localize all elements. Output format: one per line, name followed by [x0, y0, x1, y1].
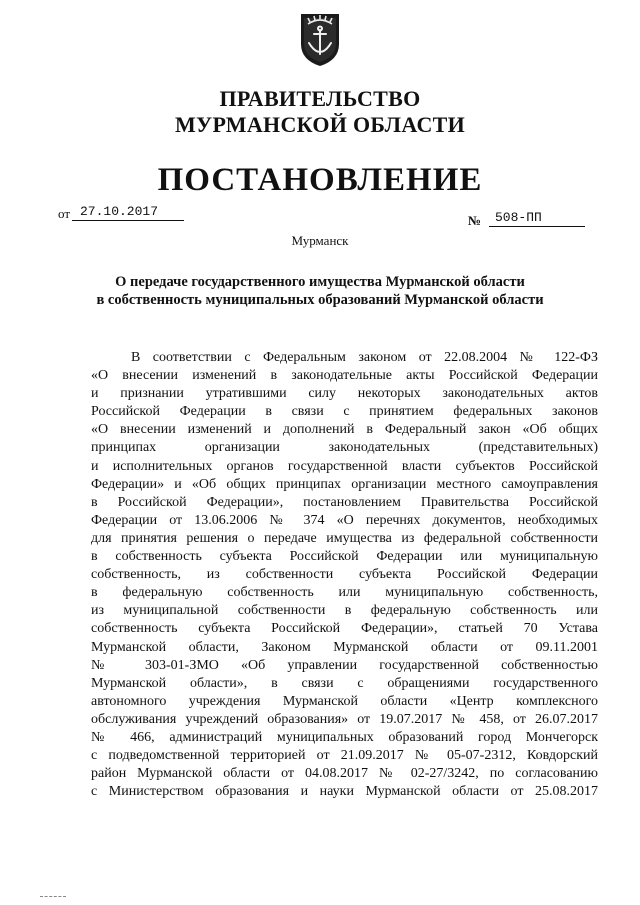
document-date: 27.10.2017: [72, 204, 184, 221]
number-label: №: [468, 213, 482, 228]
issue-city: Мурманск: [291, 233, 349, 248]
body-line: район Мурманской области от 04.08.2017 № 02-27/3242, по согласованию: [91, 766, 598, 782]
body-line: для принятия решения о передаче имущества из федеральной собственности: [91, 530, 598, 546]
document-title-line2: в собственность муниципальных образований Мурманской области: [96, 292, 544, 308]
government-name-line1: ПРАВИТЕЛЬСТВО: [219, 86, 421, 111]
body-line: Мурманской области», в связи с обращениями государственного: [91, 675, 598, 691]
body-line: Федерации от 13.06.2006 № 374 «О перечнях документов, необходимых: [91, 512, 598, 528]
body-line: и исполнительных органов государственной власти субъектов Российской: [91, 458, 598, 474]
body-line: № 466, администраций муниципальных образований город Мончегорск: [91, 729, 598, 745]
document-body: [91, 349, 598, 801]
footer-mark: [40, 896, 66, 897]
body-line: и признании утратившими силу некоторых законодательных актов: [91, 386, 598, 402]
body-line: Федерации» и «Об общих принципах организации местного самоуправления: [91, 476, 598, 492]
body-line: «О внесении изменений в законодательные акты Российской Федерации: [91, 368, 598, 384]
body-line: в собственность субъекта Российской Федерации или муниципальную: [91, 549, 598, 565]
body-line: В соответствии с Федеральным законом от 22.08.2004 № 122-ФЗ: [131, 350, 598, 365]
body-line: собственность субъекта Российской Федерации», статьей 70 Устава: [91, 621, 598, 637]
body-line: Российской Федерации в связи с принятием федеральных законов: [91, 404, 598, 420]
body-line: из муниципальной собственности в федеральную собственность или: [91, 603, 598, 619]
body-line: в Российской Федерации», постановлением Правительства Российской: [91, 494, 598, 510]
body-line: с подведомственной территорией от 21.09.2017 № 05-07-2312, Ковдорский: [91, 748, 598, 764]
body-line: собственность, из собственности субъекта Российской Федерации: [91, 567, 598, 583]
body-line: обслуживания учреждений образования» от 19.07.2017 № 458, от 26.07.2017: [91, 711, 598, 727]
body-line: «О внесении изменений и дополнений в Федеральный закон «Об общих: [91, 422, 598, 438]
document-number: 508-ПП: [489, 210, 585, 227]
body-line: с Министерством образования и науки Мурманской области от 25.08.2017: [91, 784, 598, 800]
body-line: в федеральную собственность или муниципальную собственность,: [91, 585, 598, 601]
government-name-line2: МУРМАНСКОЙ ОБЛАСТИ: [174, 112, 466, 137]
document-title-line1: О передаче государственного имущества Мурманской области: [115, 274, 525, 290]
body-line: Мурманской области, Законом Мурманской области от 09.11.2001: [91, 639, 598, 655]
document-type-heading: ПОСТАНОВЛЕНИЕ: [157, 162, 483, 198]
body-line: автономного учреждения Мурманской области «Центр комплексного: [91, 693, 598, 709]
coat-of-arms-emblem: [298, 10, 342, 68]
body-line: принципах организации законодательных (представительных): [91, 440, 598, 456]
body-line: № 303-01-ЗМО «Об управлении государственной собственностью: [91, 657, 598, 673]
date-label: от: [58, 206, 71, 221]
